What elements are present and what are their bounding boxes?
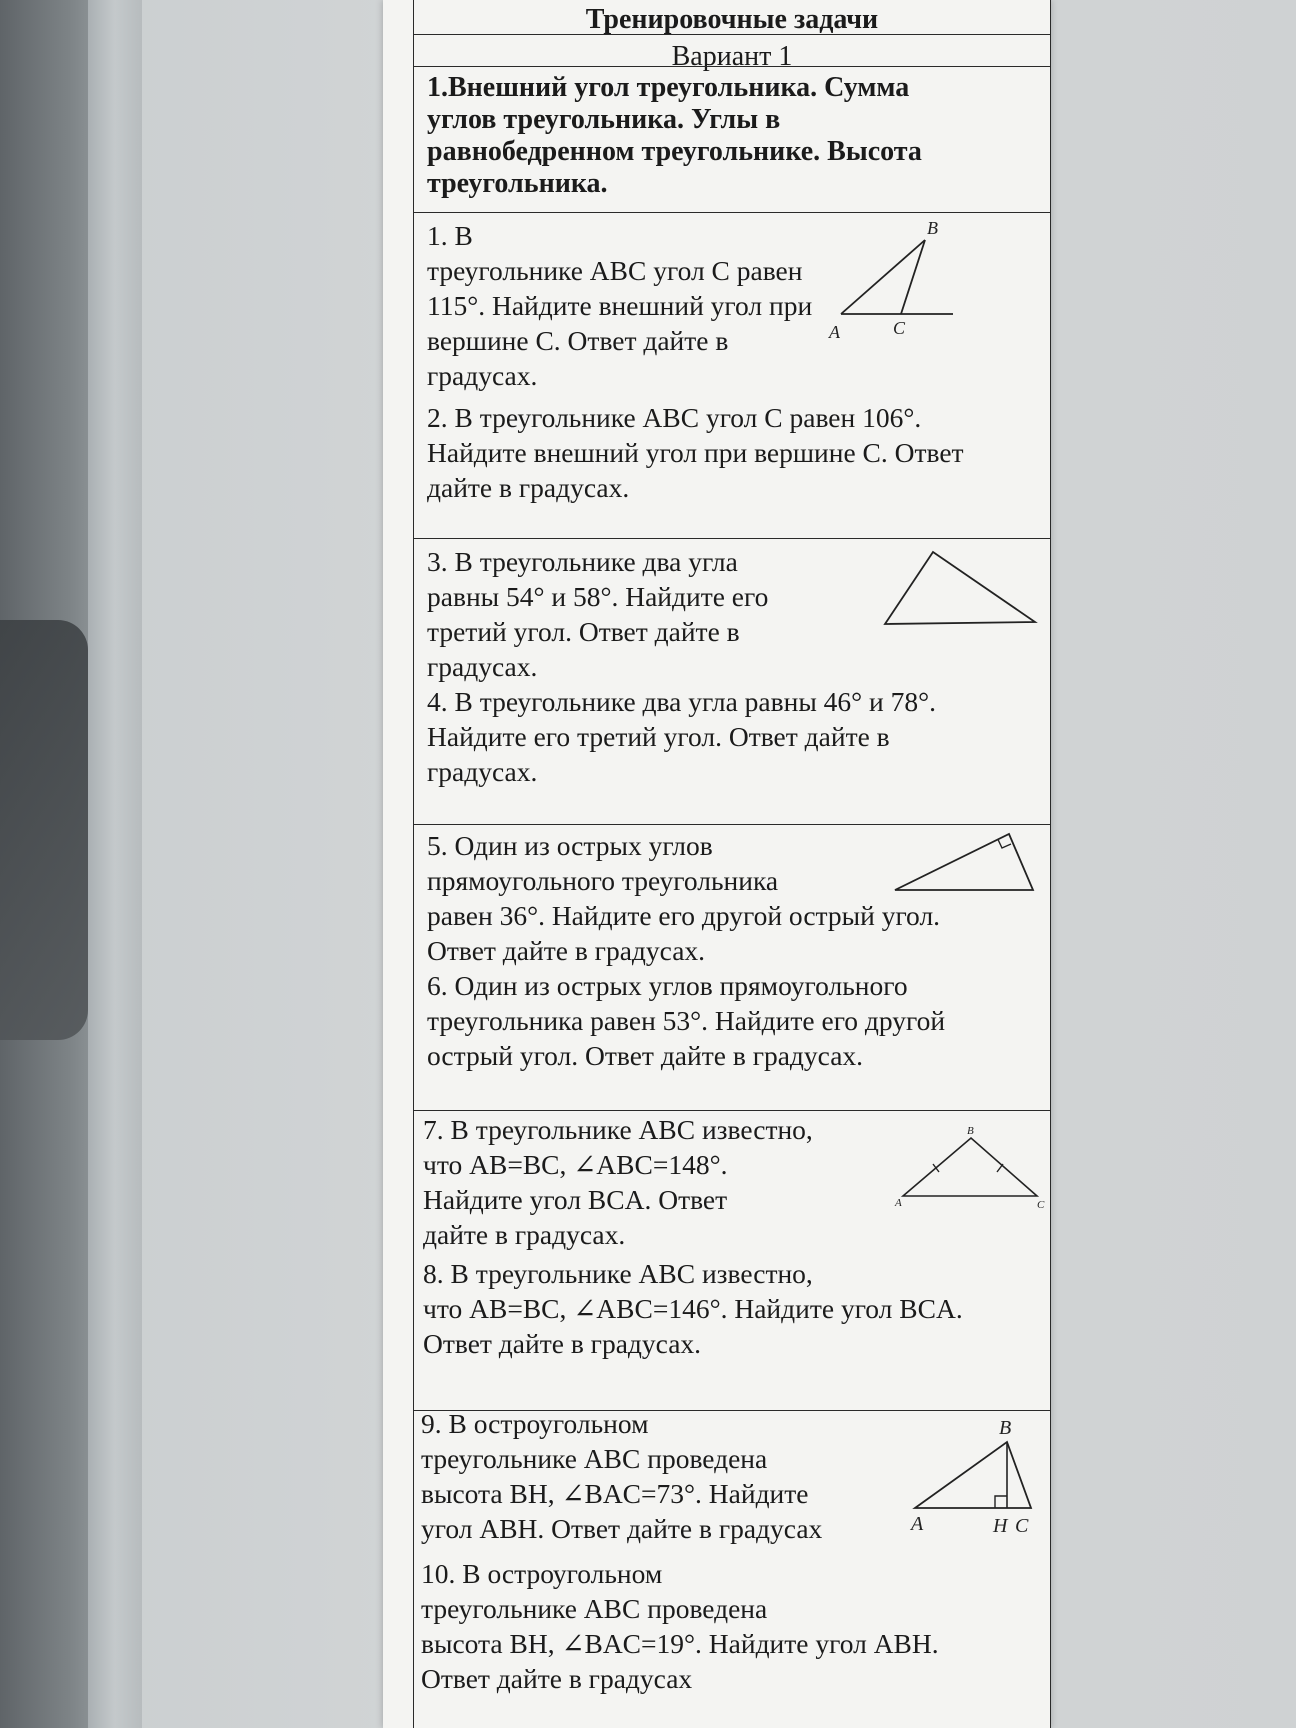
svg-text:B: B [967,1125,974,1137]
svg-text:B: B [999,1417,1012,1439]
task-8: 8. В треугольнике ABC известно, что AB=BC, ∠ABC=146°. Найдите угол BCA. Ответ дайте в градусах. [423,1258,963,1359]
task-10: 10. В остроугольном треугольнике ABC проведена высота BH, ∠BAC=19°. Найдите угол ABH. Ответ дайте в градусах [421,1558,939,1694]
task-3: 3. В треугольнике два угла равны 54° и 58°. Найдите его третий угол. Ответ дайте в градусах. [427,546,769,682]
variant-label: Вариант 1 [671,41,793,72]
task-4: 4. В треугольнике два угла равны 46° и 78°. Найдите его третий угол. Ответ дайте в градусах. [427,686,937,787]
task-5: 5. Один из острых углов прямоугольного треугольника равен 36°. Найдите его другой острый угол. Ответ дайте в градусах. [427,830,941,966]
svg-text:A: A [911,1513,924,1535]
svg-text:H: H [993,1515,1008,1537]
topic-heading: 1.Внешний угол треугольника. Сумма углов треугольника. Углы в равнобедренном треугольнике. Высота треугольника. [427,72,922,199]
altitude-triangle-figure [911,1410,1061,1537]
svg-text:A: A [829,322,840,342]
svg-text:B: B [927,218,938,238]
svg-text:C: C [1037,1199,1045,1211]
desk-edge [88,0,142,1728]
task-9: 9. В остроугольном треугольнике ABC проведена высота BH, ∠BAC=73°. Найдите угол ABH. Ответ дайте в градусах [421,1408,823,1544]
task-1: 1. В треугольнике ABC угол C равен 115°. Найдите внешний угол при вершине C. Ответ дайте в градусах. [427,220,813,391]
chair-shadow [0,620,88,1040]
task-6: 6. Один из острых углов прямоугольного треугольника равен 53°. Найдите его другой острый угол. Ответ дайте в градусах. [427,970,946,1071]
worksheet-paper [383,0,1051,1728]
svg-text:C: C [1015,1515,1029,1537]
task-2: 2. В треугольнике ABC угол C равен 106°. Найдите внешний угол при вершине C. Ответ дайте в градусах. [427,402,964,503]
task-7: 7. В треугольнике ABC известно, что AB=BC, ∠ABC=148°. Найдите угол BCA. Ответ дайте в градусах. [423,1114,813,1250]
sheet-title: Тренировочные задачи [585,4,879,35]
svg-text:C: C [893,318,906,338]
svg-text:A: A [895,1197,902,1209]
